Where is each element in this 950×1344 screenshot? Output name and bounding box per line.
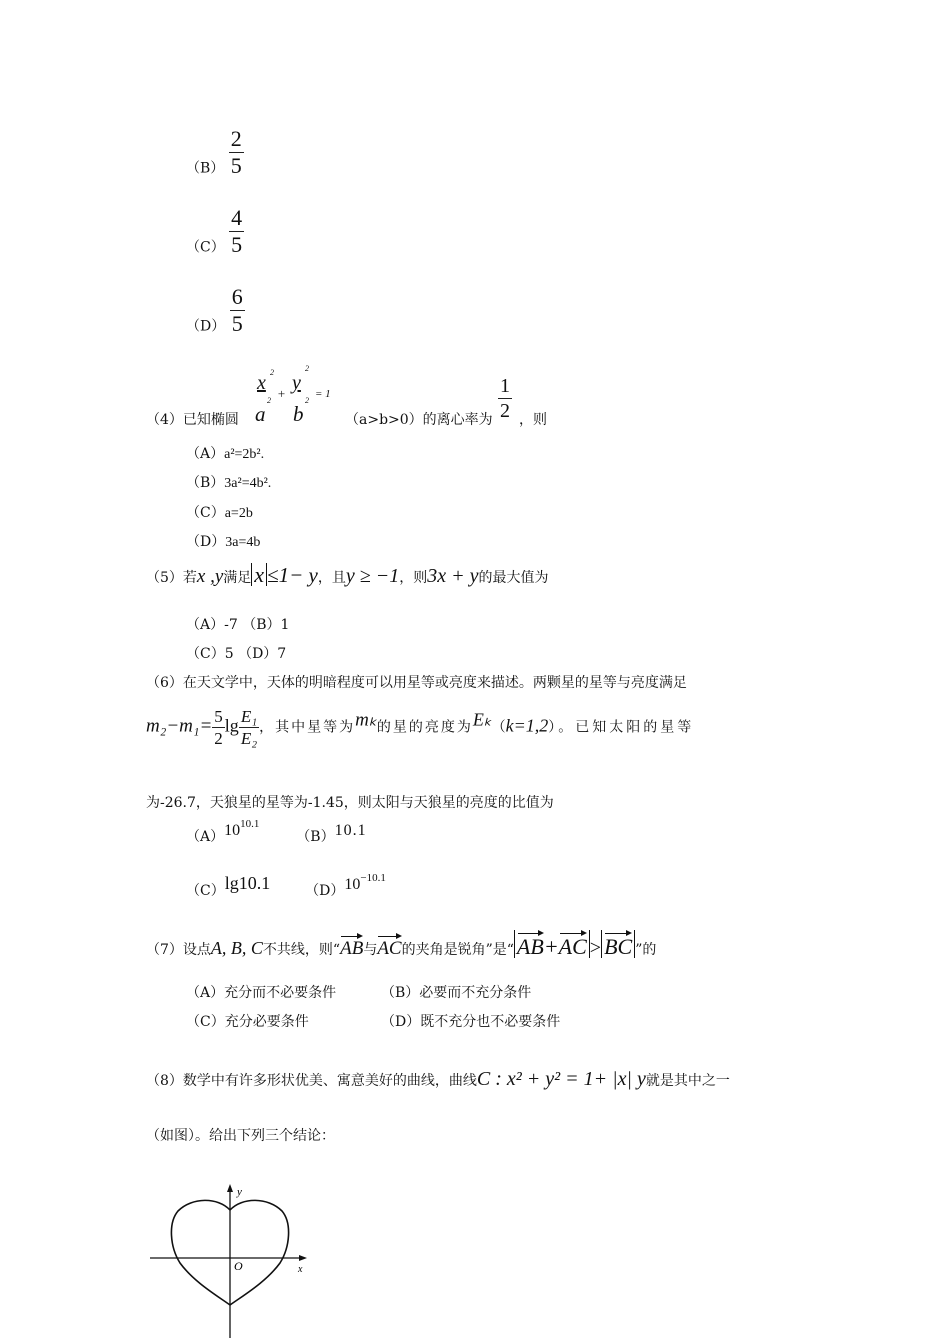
q3-option-c: （C） $\frac{4}{5}$ xyxy=(186,205,243,257)
x-axis-label: x xyxy=(298,1264,303,1275)
q8-line2: （如图）。给出下列三个结论： xyxy=(146,1128,335,1144)
q5-options-cd: （C）5 （D）7 xyxy=(186,646,287,662)
q7-option-b: （B）必要而不充分条件 xyxy=(381,985,532,1001)
q7-option-a: （A）充分而不必要条件 xyxy=(186,985,337,1001)
q6-options-cd: （C）lg10.1 $(D)10^{-10.1}$ xyxy=(186,872,386,899)
q4-suffix: ，则 xyxy=(519,412,547,428)
q6-line3: 为-26.7，天狼星的星等为-1.45，则太阳与天狼星的亮度的比值为 xyxy=(146,795,554,811)
q4-option-b: （B）3a²=4b². xyxy=(186,475,272,491)
q7-option-c: （C）充分必要条件 xyxy=(186,1014,309,1030)
q6-options-ab: $(A)10^{10.1}$ （B）10.1 xyxy=(186,818,367,845)
q3-option-d-fraction: $\frac{6}{5}$ xyxy=(231,284,243,336)
q4-prefix: （4）已知椭圆 xyxy=(146,412,239,428)
q7-option-d: （D）既不充分也不必要条件 xyxy=(381,1014,561,1030)
q8-stem: （8）数学中有许多形状优美、寓意美好的曲线，曲线C : x² + y² = 1+ |x| y就是其中之一 xyxy=(146,1068,730,1090)
y-axis-label: y xyxy=(237,1186,242,1198)
q6-line1: （6）在天文学中，天体的明暗程度可以用星等或亮度来描述。两颗星的星等与亮度满足 xyxy=(146,675,687,691)
q4-condition: （a>b>0）的离心率为 xyxy=(345,412,493,428)
q4-ellipse-equation: x 2 + y 2 = 1 2 a 2 b xyxy=(255,364,331,426)
q3-option-b: （B） $\frac{2}{5}$ xyxy=(186,126,242,178)
x-axis-arrow xyxy=(299,1255,307,1261)
q3-option-c-fraction: $\frac{4}{5}$ xyxy=(231,205,243,257)
q4-option-c: （C）a=2b xyxy=(186,505,253,521)
heart-curve-figure xyxy=(140,1175,320,1340)
q5-stem: （5）若x ,y满足 x ≤1− y，且y ≥ −1，则3x + y的最大值为 xyxy=(146,562,549,587)
y-axis-arrow xyxy=(227,1184,233,1192)
q3-option-d: （D） $\frac{6}{5}$ xyxy=(186,284,243,336)
q3-option-b-fraction: $\frac{2}{5}$ xyxy=(230,126,242,178)
q5-options-ab: （A）-7 （B）1 xyxy=(186,617,290,633)
q6-formula-line: m₂−m₁= $\frac{5}{2}$ lg $\frac{\text{E₁}}{\text{E₂}}$ ，其中星等为mₖ的星的亮度为Eₖ（k=1,2）。已知太阳的星等 xyxy=(146,707,695,748)
q4-eccentricity: $\frac{1}{2}$ xyxy=(500,375,510,422)
q4-option-a: （A）a²=2b². xyxy=(186,446,265,462)
origin-label: O xyxy=(234,1259,243,1273)
q7-stem: （7）设点A, B, C不共线，则“AB与AC的夹角是锐角”是“ AB+AC > BC ”的 xyxy=(146,930,656,960)
q4-option-d: （D）3a=4b xyxy=(186,534,261,550)
